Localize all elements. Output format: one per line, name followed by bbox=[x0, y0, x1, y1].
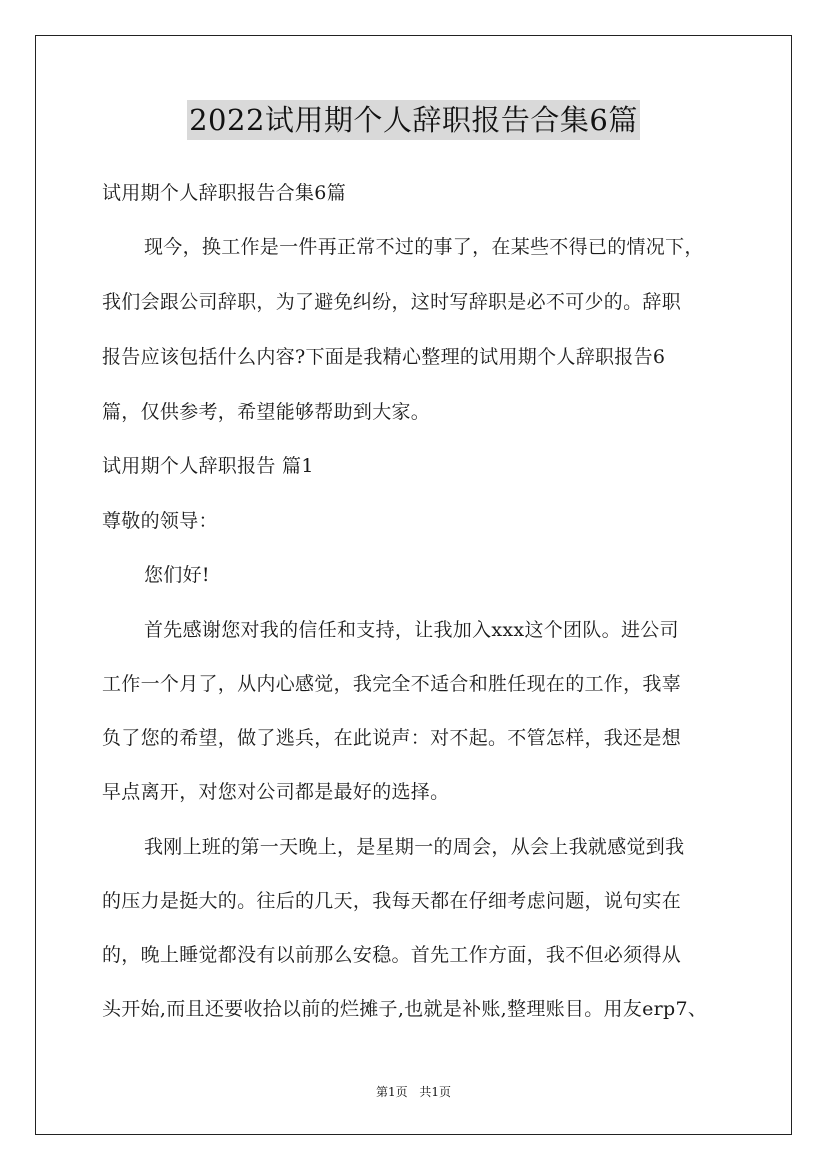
section-heading: 试用期个人辞职报告 篇1 bbox=[102, 455, 314, 477]
document-subtitle: 试用期个人辞职报告合集6篇 bbox=[102, 182, 346, 204]
intro-line: 现今，换工作是一件再正常不过的事了，在某些不得已的情况下， bbox=[144, 236, 704, 258]
page-total: 共1页 bbox=[419, 1085, 452, 1099]
document-title: 2022试用期个人辞职报告合集6篇 bbox=[187, 100, 640, 140]
intro-line: 报告应该包括什么内容?下面是我精心整理的试用期个人辞职报告6 bbox=[102, 346, 666, 368]
paragraph-line: 早点离开，对您对公司都是最好的选择。 bbox=[102, 781, 450, 803]
paragraph-line: 工作一个月了，从内心感觉，我完全不适合和胜任现在的工作，我辜 bbox=[102, 673, 682, 695]
paragraph-line: 的，晚上睡觉都没有以前那么安稳。首先工作方面，我不但必须得从 bbox=[102, 944, 682, 966]
intro-line: 篇，仅供参考，希望能够帮助到大家。 bbox=[102, 401, 431, 423]
paragraph-line: 的压力是挺大的。往后的几天，我每天都在仔细考虑问题，说句实在 bbox=[102, 890, 682, 912]
page-footer bbox=[0, 1083, 827, 1100]
paragraph-line: 头开始,而且还要收拾以前的烂摊子,也就是补账,整理账目。用友erp7、 bbox=[102, 998, 708, 1020]
page-number: 第1页 bbox=[375, 1085, 408, 1099]
paragraph-line: 首先感谢您对我的信任和支持，让我加入xxx这个团队。进公司 bbox=[144, 619, 679, 641]
greeting: 您们好! bbox=[144, 564, 210, 586]
paragraph-line: 我刚上班的第一天晚上，是星期一的周会，从会上我就感觉到我 bbox=[144, 836, 685, 858]
salutation: 尊敬的领导： bbox=[102, 510, 218, 532]
title-container bbox=[0, 100, 827, 140]
paragraph-line: 负了您的希望，做了逃兵，在此说声：对不起。不管怎样，我还是想 bbox=[102, 727, 682, 749]
intro-line: 我们会跟公司辞职，为了避免纠纷，这时写辞职是必不可少的。辞职 bbox=[102, 291, 682, 313]
